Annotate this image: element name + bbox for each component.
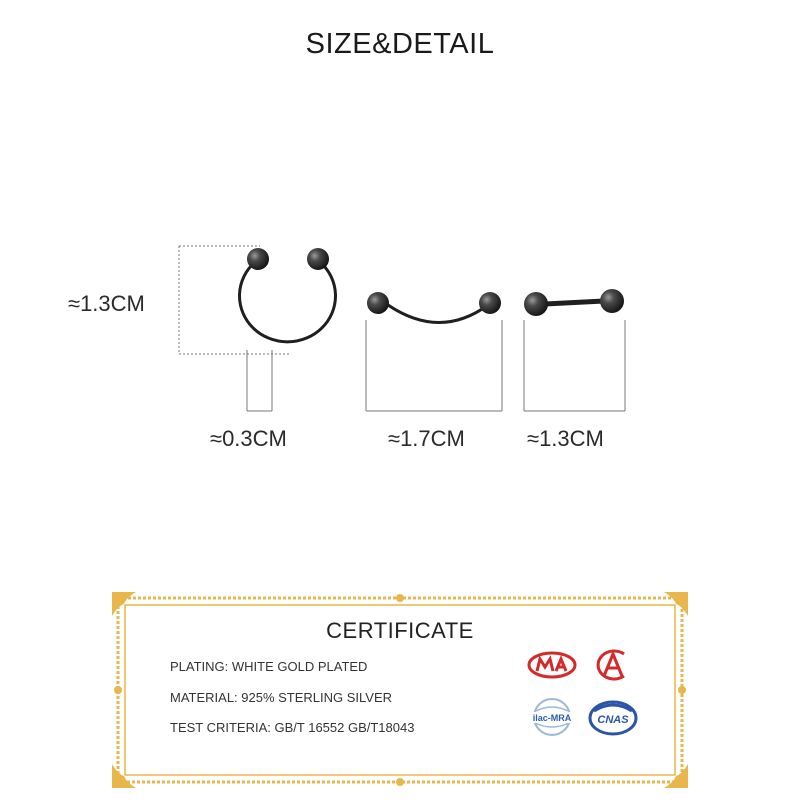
test-criteria-line: TEST CRITERIA: GB/T 16552 GB/T18043 (170, 720, 415, 735)
svg-text:ilac-MRA: ilac-MRA (532, 713, 572, 723)
svg-text:CNAS: CNAS (597, 714, 629, 726)
horseshoe-ring (240, 248, 336, 342)
straight-length-guide (524, 320, 625, 411)
curved-length-label: ≈1.7CM (388, 426, 465, 451)
cnas-logo-icon (588, 697, 638, 739)
height-guide-box (179, 246, 290, 354)
curved-barbell (367, 292, 501, 323)
material-line: MATERIAL: 925% STERLING SILVER (170, 690, 393, 705)
height-label: ≈1.3CM (68, 291, 145, 316)
cal-logo-icon (590, 648, 636, 682)
cma-logo-icon (527, 650, 577, 680)
ilac-mra-logo-icon (526, 695, 578, 741)
page-title: SIZE&DETAIL (305, 28, 495, 60)
curved-length-guide (366, 320, 502, 411)
certificate-title: CERTIFICATE (326, 618, 474, 643)
thickness-label: ≈0.3CM (210, 426, 287, 451)
plating-line: PLATING: WHITE GOLD PLATED (170, 659, 368, 674)
straight-length-label: ≈1.3CM (527, 426, 604, 451)
thickness-guide (247, 350, 272, 411)
straight-barbell (524, 289, 624, 316)
